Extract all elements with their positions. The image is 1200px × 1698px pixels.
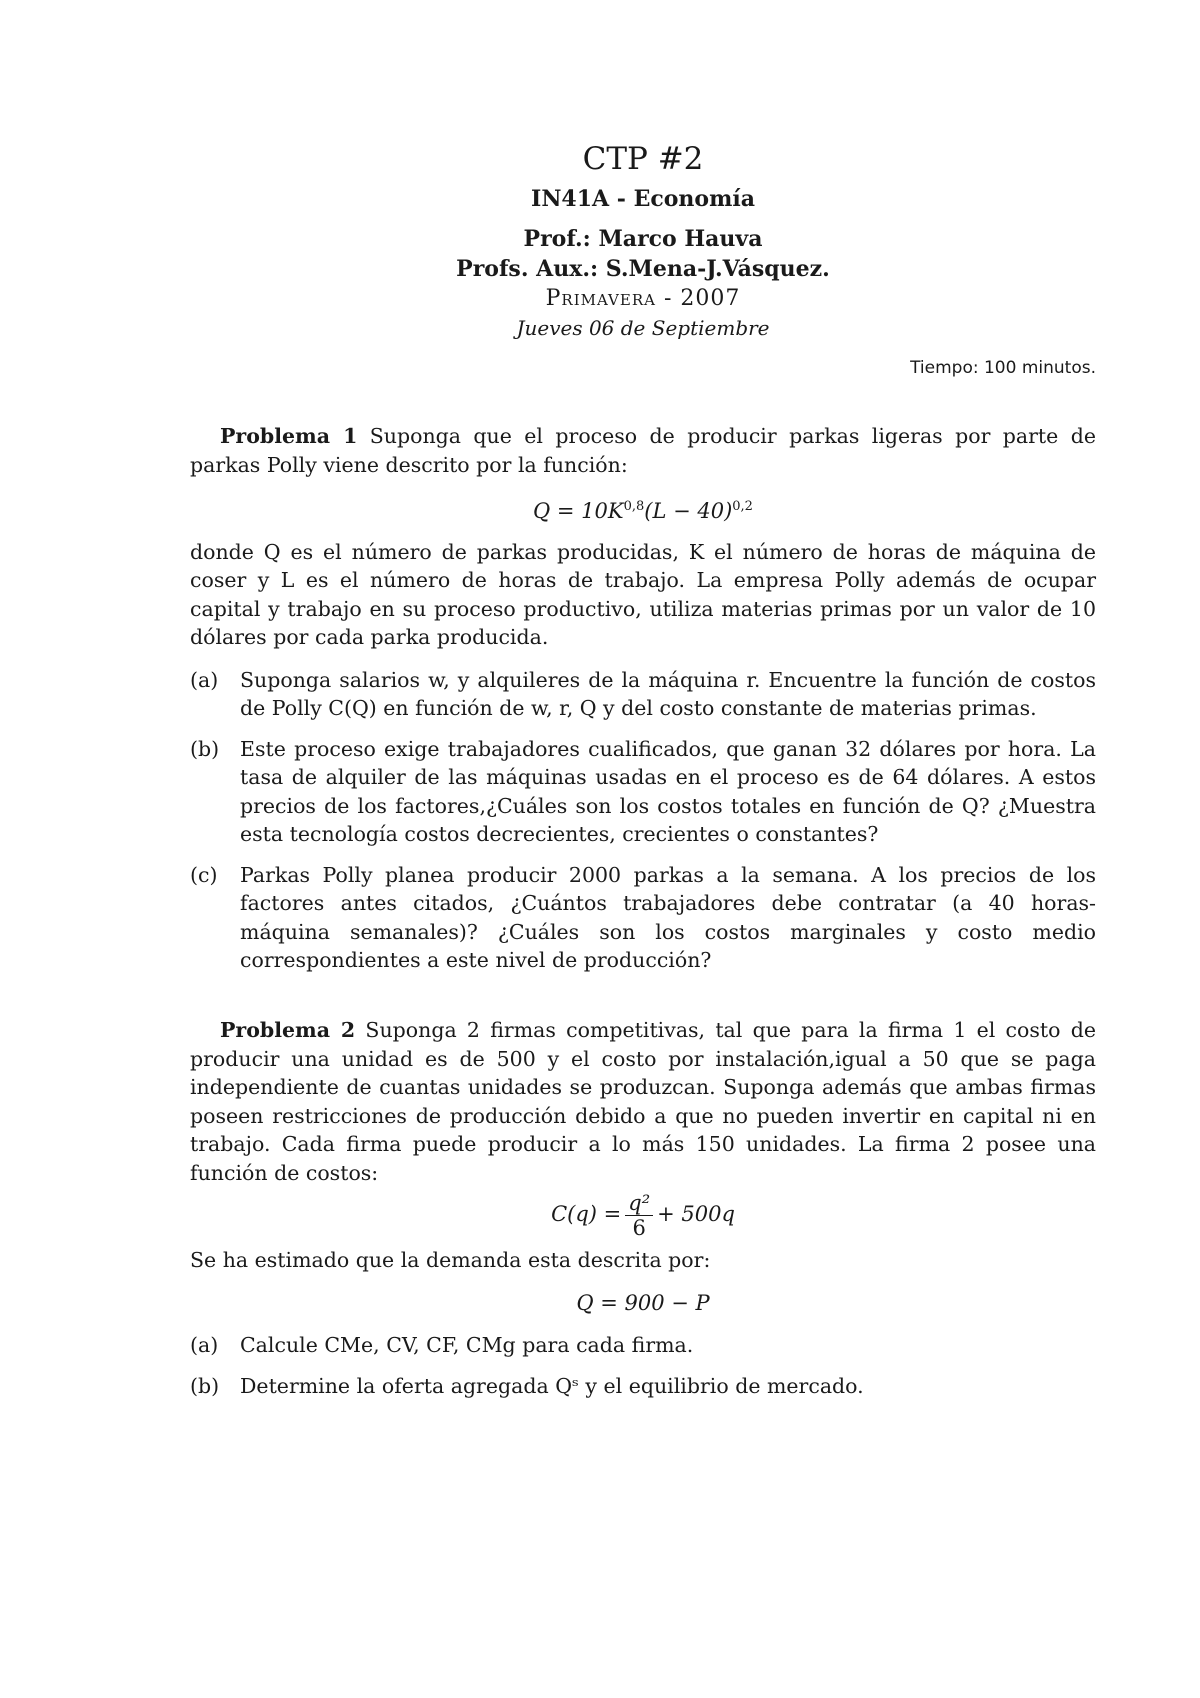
problem-1-intro xyxy=(190,422,1096,479)
problem-1 xyxy=(190,422,1096,975)
term: Primavera - 2007 xyxy=(545,286,741,311)
cost-function-firm-2: C(q) = $\frac{\text{q²}}{6}$ + 500q xyxy=(551,1191,735,1240)
demand-function: Q = 900 − P xyxy=(576,1290,710,1315)
problem-2-item-a: (a) Calcule CMe, CV, CF, CMg para cada firma. xyxy=(190,1333,694,1357)
assistant-professors: Profs. Aux.: S.Mena-J.Vásquez. xyxy=(456,256,830,282)
problem-1-item-a: (a) Suponga salarios w, y alquileres de la máquina r. Encuentre la función de costos de Polly C(Q) en función de w, r, Q y del costo constante de materias primas. xyxy=(190,667,1096,720)
demand-intro: Se ha estimado que la demanda esta descrita por: xyxy=(190,1248,711,1272)
time-limit: Tiempo: 100 minutos. xyxy=(910,358,1096,378)
problem-2-title: Problema 2 xyxy=(220,1018,356,1042)
course-name: IN41A - Economía xyxy=(531,186,755,212)
professor: Prof.: Marco Hauva xyxy=(523,226,763,252)
problem-1-intro-text: Suponga que el proceso de producir parkas ligeras por parte de parkas Polly viene descrito por la función: xyxy=(190,424,1096,477)
exam-date: Jueves 06 de Septiembre xyxy=(516,316,770,340)
problem-1-title: Problema 1 xyxy=(220,424,358,448)
problem-2-intro-text: Suponga 2 firmas competitivas, tal que para la firma 1 el costo de producir una unidad es de 500 y el costo por instalación,igual a 50 que se paga independiente de cuantas unidades se produzcan. Suponga además que ambas firmas poseen restricciones de producción debido a que no pueden invertir en capital ni en trabajo. Cada firma puede producir a lo más 150 unidades. La firma 2 posee una función de costos: xyxy=(190,1018,1096,1185)
problem-1-item-c: (c) Parkas Polly planea producir 2000 parkas a la semana. A los precios de los factores antes citados, ¿Cuántos trabajadores debe contratar (a 40 horas-máquina semanales)? ¿Cuáles son los costos marginales y costo medio correspondientes a este nivel de producción? xyxy=(190,862,1096,972)
problem-2-intro xyxy=(190,1016,1096,1187)
problem-2-item-b: (b) Determine la oferta agregada Qˢ y el equilibrio de mercado. xyxy=(190,1373,864,1398)
problem-1-description: donde Q es el número de parkas producidas, K el número de horas de máquina de coser y L es el número de horas de trabajo. La empresa Polly además de ocupar capital y trabajo en su proceso productivo, utiliza materias primas por un valor de 10 dólares por cada parka producida. xyxy=(190,539,1096,649)
production-function: $Q = 10K^{0,8}(L - 40)^{0,2}$ xyxy=(533,499,753,523)
problem-1-item-b: (b) Este proceso exige trabajadores cualificados, que ganan 32 dólares por hora. La tasa de alquiler de las máquinas usadas en el proceso es de 64 dólares. A estos precios de los factores,¿Cuáles son los costos totales en función de Q? ¿Muestra esta tecnología costos decrecientes, crecientes o constantes? xyxy=(190,736,1096,846)
problem-2 xyxy=(190,1016,1096,1400)
exam-header xyxy=(190,140,1096,342)
exam-title: CTP #2 xyxy=(582,141,704,177)
